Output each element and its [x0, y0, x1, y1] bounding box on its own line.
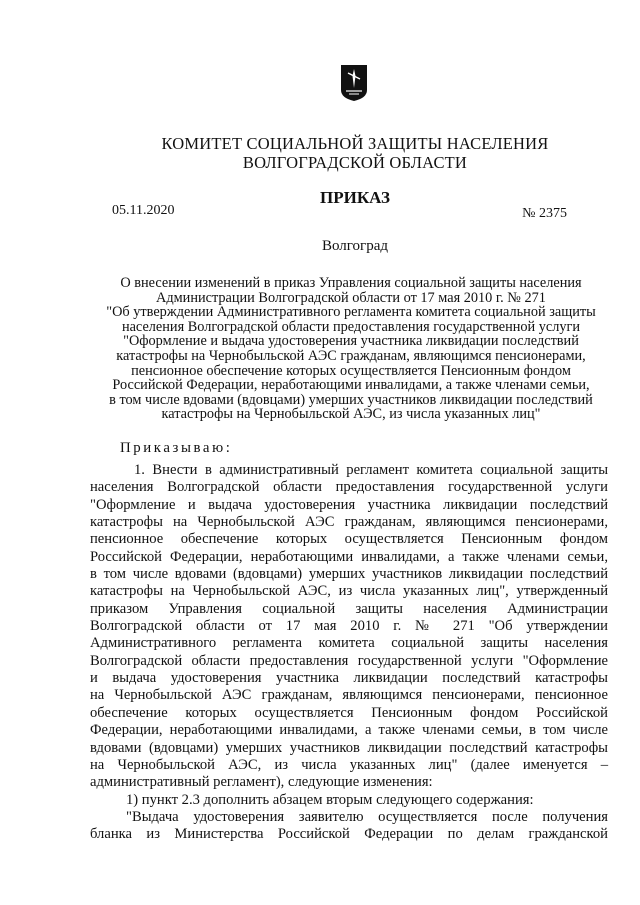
subject-line: в том числе вдовами (вдовцами) умерших участников ликвидации последствий — [109, 391, 593, 408]
body-line: административный регламент), следующие изменения: — [90, 774, 433, 791]
subject-line: Российской Федерации, неработающими инвалидами, а также членами семьи, — [112, 377, 590, 394]
document-body — [90, 462, 608, 844]
body-line: в том числе вдовами (вдовцами) умерших участников ликвидации последствий — [90, 566, 608, 583]
body-line: Российской Федерации, неработающими инвалидами, а также членами семьи, — [90, 548, 608, 565]
order-heading: Приказываю: — [120, 440, 233, 456]
body-line: катастрофы на Чернобыльской АЭС гражданам, являющимся пенсионерами, — [90, 514, 608, 531]
body-line: "Выдача удостоверения заявителю осуществляется после получения — [126, 808, 608, 825]
body-line: на Чернобыльской АЭС гражданам, являющимся пенсионерами, пенсионное — [90, 687, 608, 704]
body-line: пенсионное обеспечение которых осуществляется Пенсионным фондом — [90, 531, 608, 548]
subject-line: катастрофы на Чернобыльской АЭС, из числа указанных лиц" — [161, 406, 541, 423]
subject-line: пенсионное обеспечение которых осуществляется Пенсионным фондом — [131, 362, 571, 379]
document-number: № 2375 — [522, 206, 567, 221]
organization-name-line-2: ВОЛГОГРАДСКОЙ ОБЛАСТИ — [242, 153, 468, 172]
body-line: населения Волгоградской области предоставления государственной услуги — [90, 479, 608, 496]
body-line: обеспечение которых осуществляется Пенсионным фондом Российской — [90, 704, 608, 721]
subject-line: населения Волгоградской области предоставления государственной услуги — [121, 318, 581, 335]
subject-line: Администрации Волгоградской области от 17 мая 2010 г. № 271 — [156, 289, 546, 306]
subject-line: "Об утверждении Административного регламента комитета социальной защиты — [106, 304, 596, 321]
document-date: 05.11.2020 — [112, 203, 175, 218]
document-type: ПРИКАЗ — [320, 188, 390, 207]
body-line: бланка из Министерства Российской Федерации по делам гражданской — [90, 826, 608, 843]
body-line: Волгоградской области предоставления государственной услуги "Оформление — [90, 652, 608, 669]
body-line: Административного регламента комитета социальной защиты населения — [90, 635, 608, 652]
organization-name-line-1: КОМИТЕТ СОЦИАЛЬНОЙ ЗАЩИТЫ НАСЕЛЕНИЯ — [161, 134, 549, 153]
body-line: на Чернобыльской АЭС, из числа указанных лиц" (далее именуется – — [90, 756, 608, 773]
subject-line: катастрофы на Чернобыльской АЭС гражданам, являющимся пенсионерами, — [116, 347, 586, 364]
body-line: вдовами (вдовцами) умерших участников ликвидации последствий катастрофы — [90, 739, 608, 756]
document-subject — [92, 276, 610, 422]
body-line: "Оформление и выдача удостоверения участника ликвидации последствий — [90, 496, 608, 513]
body-line: катастрофы на Чернобыльской АЭС, из числа указанных лиц", утвержденный — [90, 583, 608, 600]
body-line: 1. Внести в административный регламент комитета социальной защиты — [134, 462, 608, 478]
body-line: и выдача удостоверения участника ликвидации последствий катастрофы — [90, 670, 608, 687]
subject-line: О внесении изменений в приказ Управления социальной защиты населения — [120, 275, 582, 291]
body-line: Волгоградской области от 17 мая 2010 г. № 271 "Об утверждении — [90, 618, 608, 635]
body-line: 1) пункт 2.3 дополнить абзацем вторым следующего содержания: — [126, 791, 534, 808]
coat-of-arms-icon — [340, 64, 368, 102]
body-line: Федерации, неработающими инвалидами, а также членами семьи, в том числе — [90, 722, 608, 739]
subject-line: "Оформление и выдача удостоверения участника ликвидации последствий — [123, 333, 579, 350]
body-line: приказом Управления социальной защиты населения Администрации — [90, 600, 608, 617]
document-city: Волгоград — [321, 238, 388, 254]
